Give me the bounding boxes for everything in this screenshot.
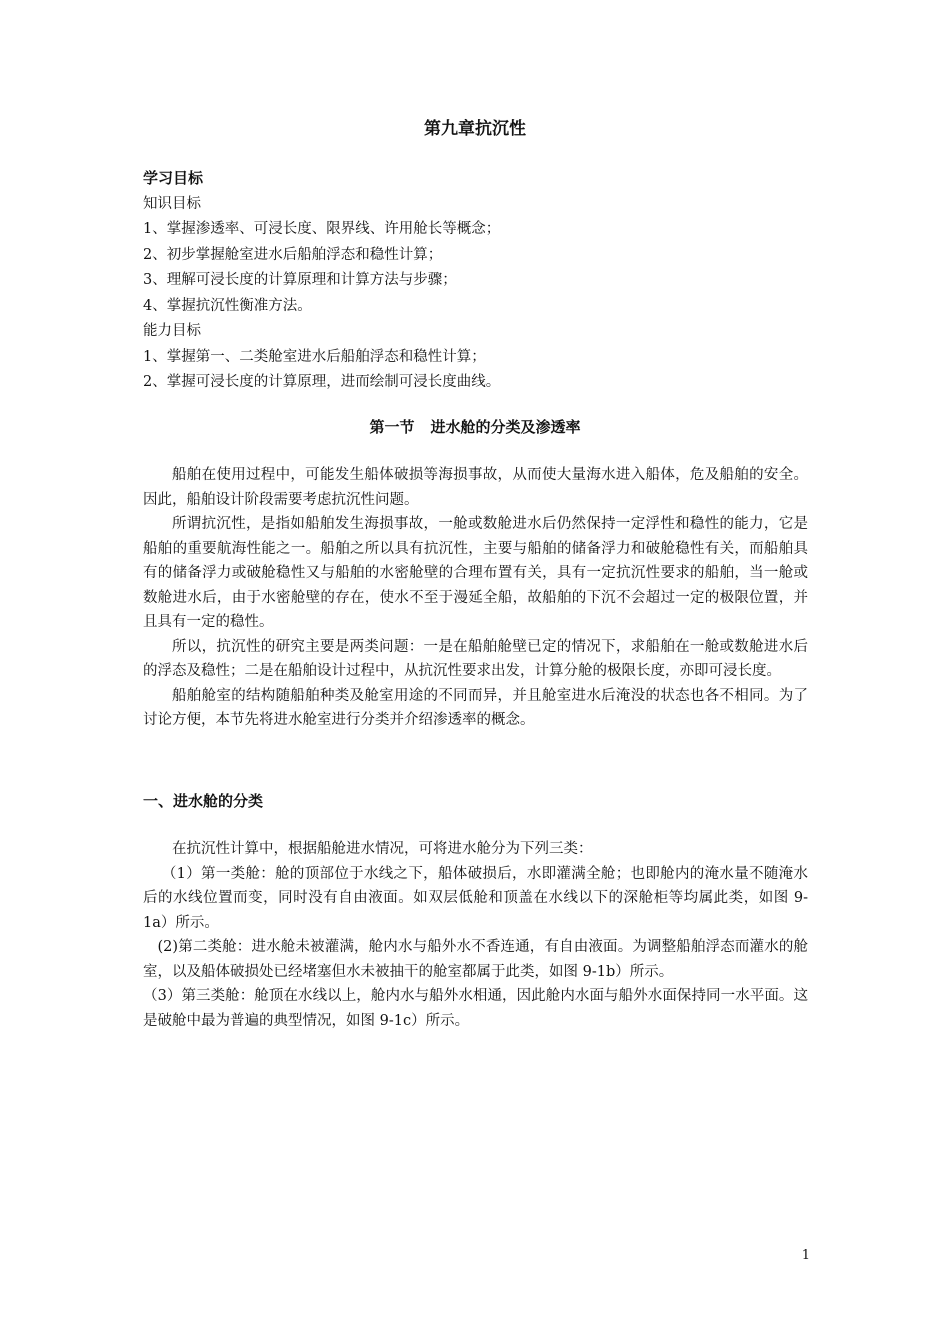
section-title <box>0 415 950 439</box>
intro-paragraph: 所以，抗沉性的研究主要是两类问题：一是在船舶舱壁已定的情况下，求船舶在一舱或数舱进水后的浮态及稳性；二是在船舶设计过程中，从抗沉性要求出发，计算分舱的极限长度，亦即可浸长度。 <box>143 638 808 679</box>
compartment-type-3: （3）第三类舱：舱顶在水线以上，舱内水与船外水相通，因此舱内水面与船外水面保持同一水平面。这是破舱中最为普遍的典型情况，如图 9-1c）所示。 <box>143 988 808 1029</box>
knowledge-objective-item: 1、掌握渗透率、可浸长度、限界线、许用舱长等概念； <box>143 221 501 237</box>
classification-body <box>143 837 808 1033</box>
chapter-title: 第九章抗沉性 <box>424 119 526 139</box>
section-name: 进水舱的分类及渗透率 <box>430 418 581 436</box>
knowledge-objective-item: 2、初步掌握舱室进水后船舶浮态和稳性计算； <box>143 246 443 263</box>
intro-paragraph: 所谓抗沉性，是指如船舶发生海损事故，一舱或数舱进水后仍然保持一定浮性和稳性的能力，它是船舶的重要航海性能之一。船舶之所以具有抗沉性，主要与船舶的储备浮力和破舱稳性有关，而船舶具有的储备浮力或破舱稳性又与船舶的水密舱壁的合理布置有关，具有一定抗沉性要求的船舶，当一舱或数舱进水后，由于水密舱壁的存在，使水不至于漫延全船，故船舶的下沉不会超过一定的极限位置，并且具有一定的稳性。 <box>143 516 808 630</box>
classification-intro: 在抗沉性计算中，根据船舱进水情况，可将进水舱分为下列三类： <box>172 841 593 857</box>
intro-paragraph: 船舶舱室的结构随船舶种类及舱室用途的不同而异，并且舱室进水后淹没的状态也各不相同。为了讨论方便，本节先将进水舱室进行分类并介绍渗透率的概念。 <box>143 687 808 728</box>
subsection-title: 一、进水舱的分类 <box>143 792 264 810</box>
section-number: 第一节 <box>369 418 415 436</box>
compartment-type-2: (2)第二类舱：进水舱未被灌满，舱内水与船外水不香连通，有自由液面。为调整船舶浮态而灌水的舱室，以及船体破损处已经堵塞但水未被抽干的舱室都属于此类，如图 9-1b）所示。 <box>143 939 808 980</box>
section-intro <box>143 463 808 733</box>
intro-paragraph: 船舶在使用过程中，可能发生船体破损等海损事故，从而使大量海水进入船体，危及船舶的安全。因此，船舶设计阶段需要考虑抗沉性问题。 <box>143 467 808 508</box>
knowledge-objective-item: 4、掌握抗沉性衡准方法。 <box>143 297 312 314</box>
learning-objectives <box>143 166 823 396</box>
ability-objective-item: 1、掌握第一、二类舱室进水后船舶浮态和稳性计算； <box>143 348 486 365</box>
page-number: 1 <box>801 1248 810 1263</box>
compartment-type-1: （1）第一类舱：舱的顶部位于水线之下，船体破损后，水即灌满全舱；也即舱内的淹水量不随淹水后的水线位置而变，同时没有自由液面。如双层低舱和顶盖在水线以下的深舱柜等均属此类，如图 9-1a）所示。 <box>143 865 808 931</box>
knowledge-objective-item: 3、理解可浸长度的计算原理和计算方法与步骤； <box>143 272 457 288</box>
knowledge-objectives-label: 知识目标 <box>143 195 201 212</box>
ability-objectives-label: 能力目标 <box>143 323 201 339</box>
ability-objective-item: 2、掌握可浸长度的计算原理，进而绘制可浸长度曲线。 <box>143 374 501 390</box>
objectives-heading: 学习目标 <box>143 169 204 187</box>
